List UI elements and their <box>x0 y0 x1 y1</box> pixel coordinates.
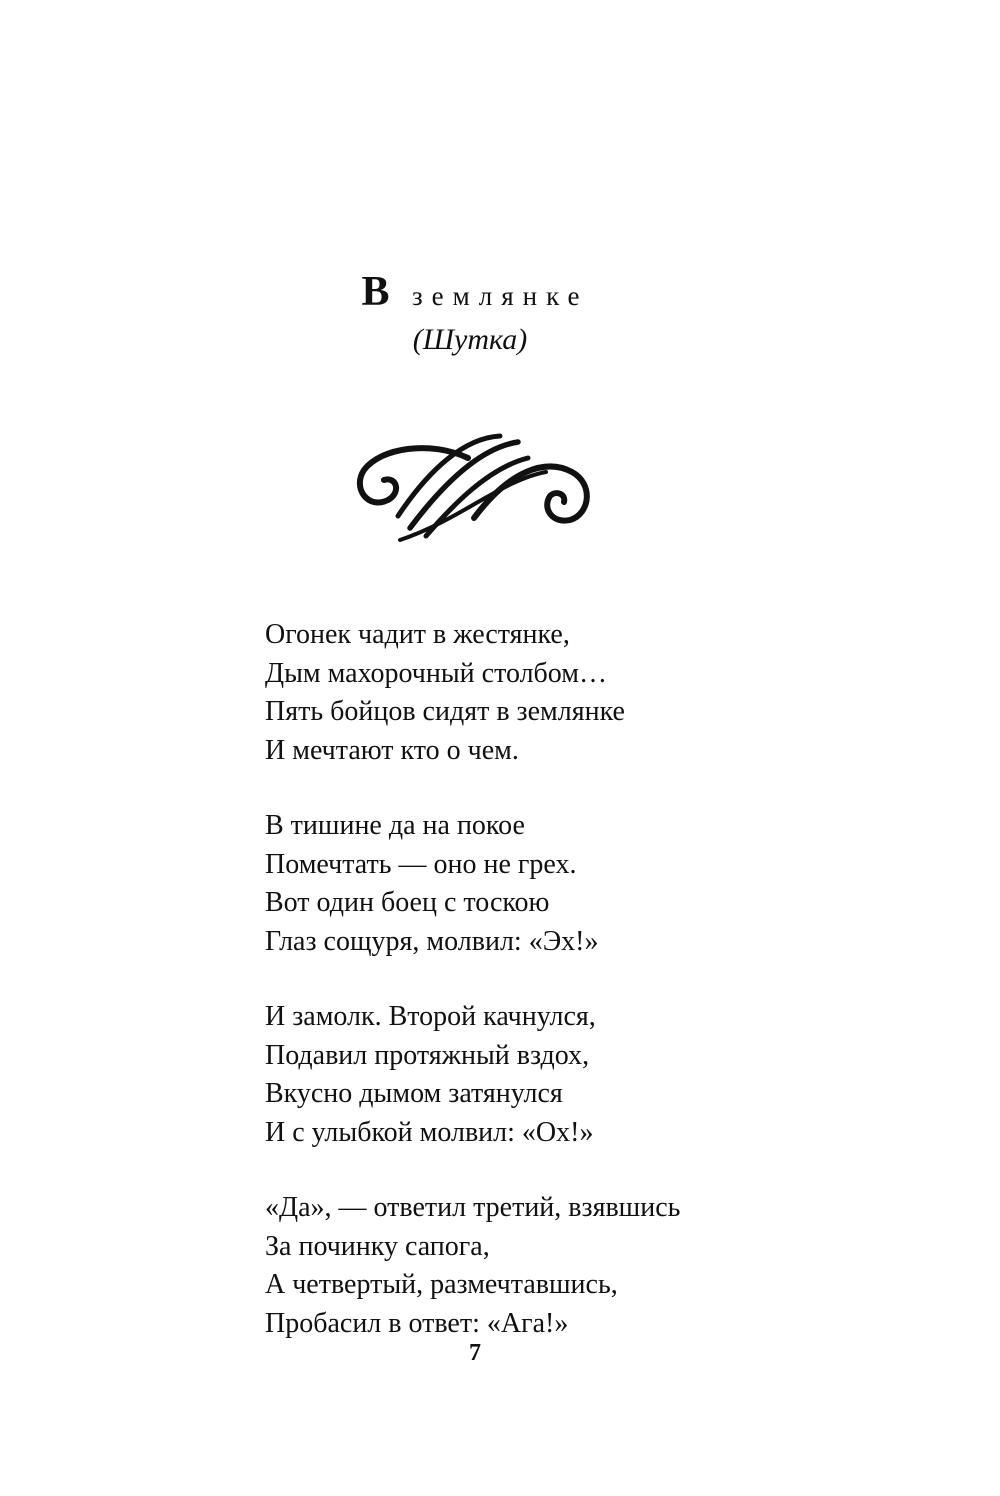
poem-subtitle: (Шутка) <box>412 323 528 356</box>
poem-line: И мечтают кто о чем. <box>265 734 519 766</box>
page-number: 7 <box>469 1340 481 1366</box>
title-initial: В <box>361 269 398 315</box>
stanza <box>265 998 865 1152</box>
poem-line: Пять бойцов сидят в землянке <box>265 696 625 727</box>
poem-line: Пробасил в ответ: «Ага!» <box>265 1307 569 1339</box>
poem-line: Подавил протяжный вздох, <box>265 1039 590 1071</box>
poem-line: А четвертый, размечтавшись, <box>265 1269 618 1300</box>
poem-body <box>265 616 865 1380</box>
stanza <box>265 1189 865 1343</box>
poem-line: И с улыбкой молвил: «Ох!» <box>265 1116 594 1148</box>
poem-line: Дым махорочный столбом… <box>265 657 607 689</box>
stanza <box>265 616 865 770</box>
poem-line: В тишине да на покое <box>265 810 525 841</box>
flourish-swirl-icon <box>350 428 600 548</box>
poem-line: Помечтать — оно не грех. <box>265 848 577 880</box>
poem-line: За починку сапога, <box>265 1230 490 1262</box>
poem-line: Вот один боец с тоскою <box>265 887 550 918</box>
poem-line: И замолк. Второй качнулся, <box>265 1001 596 1032</box>
poem-title <box>0 268 950 316</box>
poem-line: Огонек чадит в жестянке, <box>265 619 570 650</box>
poem-line: «Да», — ответил третий, взявшись <box>265 1192 681 1223</box>
poem-line: Вкусно дымом затянулся <box>265 1078 563 1109</box>
title-rest: землянке <box>412 281 589 311</box>
poem-line: Глаз сощуря, молвил: «Эх!» <box>265 925 599 957</box>
stanza <box>265 807 865 961</box>
